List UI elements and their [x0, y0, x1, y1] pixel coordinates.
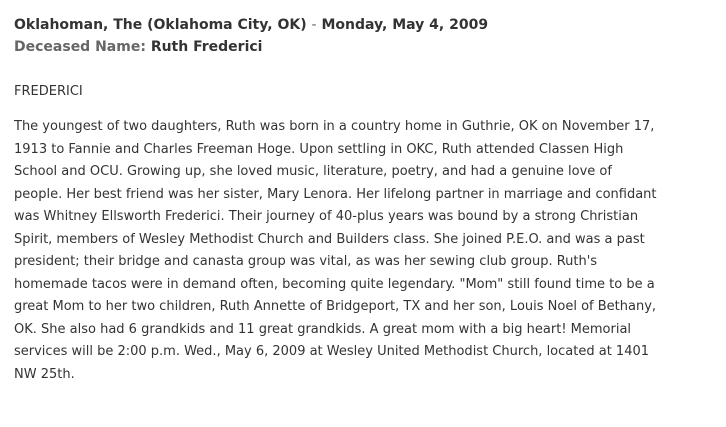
deceased-name-row	[14, 37, 712, 57]
obituary-line: 1913 to Fannie and Charles Freeman Hoge. Upon settling in OKC, Ruth attended Classen High	[14, 141, 624, 157]
obituary-line: NW 25th.	[14, 366, 75, 382]
deceased-name-value: Ruth Frederici	[150, 39, 263, 55]
obituary-line: OK. She also had 6 grandkids and 11 great grandkids. A great mom with a big heart! Memorial	[14, 321, 632, 337]
obituary-surname: FREDERICI	[14, 84, 83, 99]
obituary-line: great Mom to her two children, Ruth Annette of Bridgeport, TX and her son, Louis Noel of Bethany,	[14, 299, 657, 314]
publication-header	[14, 15, 712, 35]
header-separator: -	[311, 17, 317, 33]
obituary-line: was Whitney Ellsworth Frederici. Their journey of 40-plus years was bound by a strong Christian	[14, 209, 639, 224]
obituary-line: Spirit, members of Wesley Methodist Church and Builders class. She joined P.E.O. and was a past	[14, 231, 645, 247]
obituary-line: services will be 2:00 p.m. Wed., May 6, 2009 at Wesley United Methodist Church, located at 1401	[14, 344, 650, 359]
publication-date: Monday, May 4, 2009	[321, 17, 489, 33]
obituary-line: homemade tacos were in demand often, becoming quite legendary. "Mom" still found time to be a	[14, 276, 655, 292]
publication-name: Oklahoman, The (Oklahoma City, OK)	[14, 17, 307, 33]
obituary-line: people. Her best friend was her sister, Mary Lenora. Her lifelong partner in marriage and confidant	[14, 186, 657, 202]
obituary-line: president; their bridge and canasta group was vital, as was her sewing club group. Ruth's	[14, 254, 598, 269]
obituary-line: The youngest of two daughters, Ruth was born in a country home in Guthrie, OK on November 17,	[14, 119, 655, 134]
deceased-name-label: Deceased Name:	[14, 39, 146, 55]
obituary-line: School and OCU. Growing up, she loved music, literature, poetry, and had a genuine love of	[14, 164, 612, 179]
obituary-text	[14, 116, 714, 386]
